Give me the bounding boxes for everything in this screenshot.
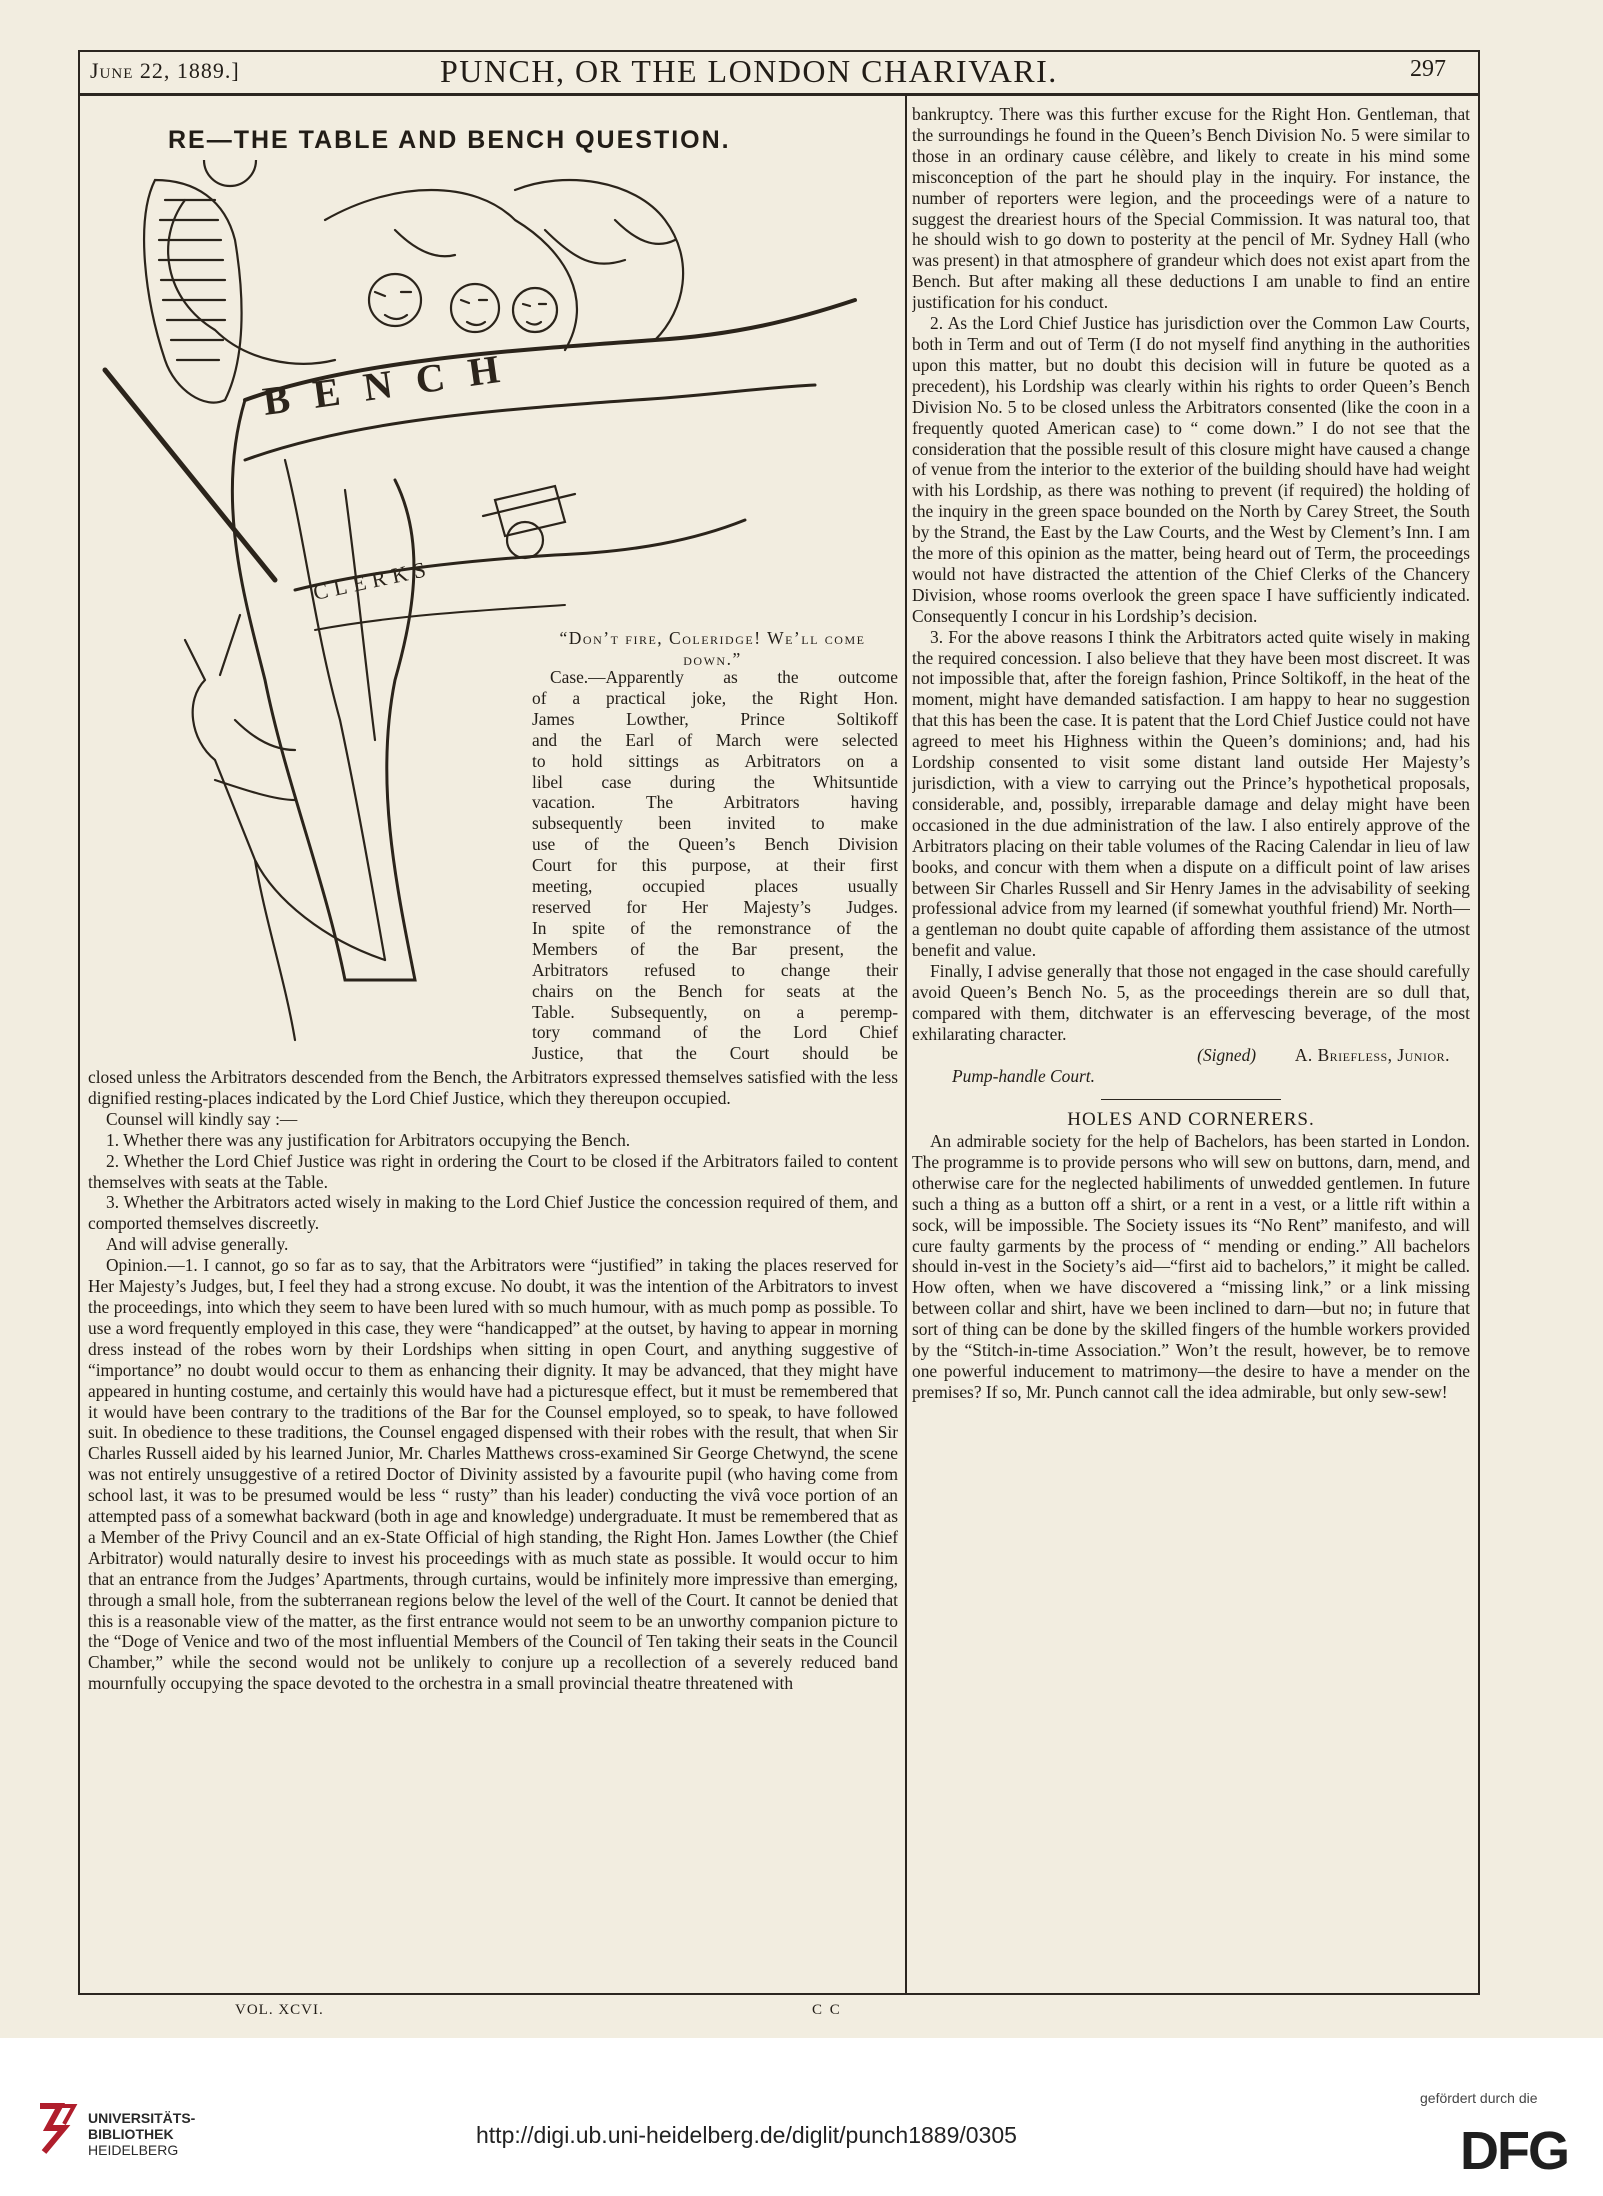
institution-name (88, 2110, 195, 2158)
advise-line: And will advise generally. (106, 1234, 289, 1255)
volume-number: VOL. XCVI. (235, 2002, 324, 2018)
counsel-intro: Counsel will kindly say :— (106, 1108, 298, 1129)
wrap-line: Table. Subsequently, on a peremp- (532, 1001, 898, 1022)
hunter-figure (185, 615, 385, 1040)
bottom-rule (78, 1993, 1480, 1995)
case-wrap-text (532, 667, 898, 1064)
wrap-line: reserved for Her Majesty’s Judges. (532, 896, 898, 917)
wrap-line: James Lowther, Prince Soltikoff (532, 708, 898, 729)
digitization-banner (0, 2038, 1603, 2196)
question-1: 1. Whether there was any justification for Arbitrators occupying the Bench. (106, 1129, 631, 1150)
wrap-line: and the Earl of March were selected (532, 729, 898, 750)
signature-line (912, 1045, 1470, 1066)
foliage (168, 180, 683, 364)
funding-note: gefördert durch die (1420, 2090, 1538, 2106)
issue-date: June 22, 1889.] (90, 58, 240, 83)
cartoon-title: RE—THE TABLE AND BENCH QUESTION. (168, 126, 731, 154)
wrap-line: meeting, occupied places usually (532, 876, 898, 897)
wrap-line: libel case during the Whitsuntide (532, 771, 898, 792)
wrap-line: Members of the Bar present, the (532, 938, 898, 959)
institution-line: HEIDELBERG (88, 2142, 179, 2158)
column-rule (905, 96, 907, 1993)
wrap-line: Justice, that the Court should be (532, 1043, 898, 1064)
opinion-point-2: 2. As the Lord Chief Justice has jurisdiction over the Common Law Courts, both in Term and out of Term (I do not myself find anything in the authorities upon this matter, but no doubt this decision will in future be quoted as a precedent), his Lordship was clearly within his rights to order Queen’s Bench Division No. 5 to be closed unless the Arbitrators consented (like the coon in a frequently quoted American case) to “ come down.” I do not see that the consideration that the possible result of this closure might have caused a change of venue from the interior to the exterior of the building should have had weight with his Lordship, as there was nothing to prevent (if required) the holding of the inquiry in the green space bounded on the North by Carey Street, the South by the Strand, the East by the Law Courts, and the West by Clement’s Inn. I am the more of this opinion as the matter, being heard out of Term, the proceedings would not have distracted the attention of the Chief Clerks of the Chancery Division, whose rooms overlook the green space I have sufficiently indicated. Consequently I concur in his Lordship’s decision. (912, 313, 1470, 626)
masthead-title: PUNCH, OR THE LONDON CHARIVARI. (440, 53, 1058, 89)
holes-and-cornerers-text: An admirable society for the help of Bachelors, has been started in London. The programme is to provide persons who will sew on buttons, darn, mend, and otherwise care for the neglected habiliments of unwedded gentlemen. In future such a thing as a button off a shirt, or a rent in a vest, or a little rift within a sock, will be impossible. The Society issues its “No Rent” manifesto, and will cure faulty garments by the process of “ mending or ending.” All bachelors should in-vest in the Society’s aid—“first aid to bachelors,” it might be called. How often, when we have discovered a “missing link,” or a link missing between collar and shirt, have we been inclined to darn—but no; in future that sort of thing can be done by the skilled fingers of the humble workers provided by the “Stitch-in-time Association.” Won’t the result, however, be to remove one powerful inducement to matrimony—the desire to have a mender on the premises? If so, Mr. Punch cannot call the idea admirable, but only sew-sew! (912, 1131, 1470, 1402)
signature-address: Pump-handle Court. (952, 1065, 1095, 1086)
right-column-body (912, 104, 1470, 1989)
case-continuation: closed unless the Arbitrators descended from the Bench, the Arbitrators expressed themselves satisfied with the less dignified resting-places indicated by the Lord Chief Justice, which they thereupon occupied. (88, 1067, 898, 1108)
question-2: 2. Whether the Lord Chief Justice was right in ordering the Court to be closed if the Arbitrators failed to content themselves with seats at the Table. (88, 1150, 898, 1192)
section-divider (1101, 1099, 1281, 1101)
wrap-line: tory command of the Lord Chief (532, 1022, 898, 1043)
cartoon-caption: “Don’t fire, Coleridge! We’ll come down.” (559, 628, 866, 669)
wrap-line: subsequently been invited to make (532, 813, 898, 834)
judge-wig (144, 180, 241, 403)
wrap-line: vacation. The Arbitrators having (532, 792, 898, 813)
hunter-head (204, 160, 256, 186)
sheet-signature: C C (812, 2002, 842, 2018)
signed-label: (Signed) (1197, 1044, 1257, 1065)
hunting-rifle (105, 370, 275, 580)
right-frame-rule (1478, 50, 1480, 1995)
wrap-line: In spite of the remonstrance of the (532, 917, 898, 938)
section-title: HOLES AND CORNERERS. (1067, 1109, 1315, 1131)
wrap-line: to hold sittings as Arbitrators on a (532, 750, 898, 771)
opinion-continuation: bankruptcy. There was this further excuse for the Right Hon. Gentleman, that the surroundings he found in the Queen’s Bench Division No. 5 were similar to those in an ordinary cause célèbre, and likely to create in his mind some misconception of the part he should play in the inquiry. For instance, the number of reporters were legion, and the proceedings were of a nature to suggest the dreariest hours of the Special Commission. It was natural too, that he should wish to go down to posterity at the pencil of Mr. Sydney Hall (who was present) in that atmosphere of grandeur which does not exist apart from the Bench. But after making all these deductions I am unable to find an entire justification for his conduct. (912, 104, 1470, 313)
institution-line: UNIVERSITÄTS- (88, 2110, 196, 2126)
source-url[interactable]: http://digi.ub.uni-heidelberg.de/diglit/punch1889/0305 (476, 2122, 1017, 2148)
wrap-line: Court for this purpose, at their first (532, 855, 898, 876)
left-frame-rule (78, 50, 80, 1995)
question-3: 3. Whether the Arbitrators acted wisely in making to the Lord Chief Justice the concession required of them, and comported themselves discreetly. (88, 1192, 898, 1234)
clerks-label: CLERKS (310, 555, 434, 605)
wrap-line: of a practical joke, the Right Hon. (532, 687, 898, 708)
wrap-line: chairs on the Bench for seats at the (532, 980, 898, 1001)
wrap-line: Arbitrators refused to change their (532, 959, 898, 980)
opinion-point-3: 3. For the above reasons I think the Arbitrators acted quite wisely in making the required concession. I also believe that they have been most discreet. It was not impossible that, after the foreign fashion, Prince Soltikoff, in the heat of the moment, might have demanded satisfaction. I am happy to hear no suggestion that this has been the case. It is patent that the Lord Chief Justice could not have agreed to meet his Highness within the Queen’s dominions; and, had his Lordship consented to visit some distant land outside Her Majesty’s jurisdiction, with a view to carrying out the Prince’s hypothetical proposals, considerable, and, possibly, irreparable damage and delay might have been occasioned in the due administration of the law. I also entirely approve of the Arbitrators placing on their table volumes of the Racing Calendar in lieu of law books, and concur with them when a dispute on a difficult point of law arises between Sir Charles Russell and Sir Henry James in the advisability of seeking professional advice from my learned (if somewhat youthful friend) Mr. North—a gentleman no doubt quite capable of affording them assistance of the utmost benefit and value. (912, 626, 1470, 961)
opinion-text: Opinion.—1. I cannot, go so far as to say, that the Arbitrators were “justified” in taking the places reserved for Her Majesty’s Judges, but, I feel they had a strong excuse. No doubt, it was the intention of the Arbitrators to invest the proceedings, into which they seem to have been lured with so much humour, with as much pomp as possible. To use a word frequently employed in this case, they were “handicapped” at the outset, by having to appear in morning dress instead of the robes worn by their Lordships when sitting in open Court, and anything suggestive of “importance” no doubt would occur to them as enhancing their dignity. It may be advanced, that they might have appeared in hunting costume, and certainly this would have had a picturesque effect, but it must be remembered that it would have been contrary to the traditions of the Bar for the Counsel employed, so to speak, to have followed suit. In obedience to these traditions, the Counsel engaged dispensed with their robes with the result, that when Sir Charles Russell aided by his learned Junior, Mr. Charles Matthews cross-examined Sir George Chetwynd, the scene was not entirely unsuggestive of a retired Doctor of Divinity assisted by a favourite pupil (who having come from school last, it was to be presumed would be less “ rusty” than his leader) conducting the vivâ voce portion of an attempted pass of a somewhat backward (both in age and knowledge) undergraduate. It must be remembered that as a Member of the Privy Council and an ex-State Official of high standing, the Right Hon. James Lowther (the Chief Arbitrator) would naturally desire to invest his proceedings with as much state as possible. It would occur to him that an entrance from the Judges’ Apartments, through curtains, would be infinitely more impressive than emerging, through a small hole, from the subterranean regions below the level of the well of the Court. It cannot be denied that this is a reasonable view of the matter, as the first entrance would not seem to be an unworthy companion picture to the “Doge of Venice and two of the most influential Members of the Council of Ten taking their seats in the Council Chamber,” while the second would not be unlikely to conjure up a recollection of a severely reduced band mournfully occupying the space devoted to the orchestra in a small provincial theatre threatened with (88, 1255, 898, 1694)
left-column-body (88, 1067, 898, 1987)
top-hat (483, 486, 575, 536)
header-rule (78, 93, 1480, 96)
opinion-finally: Finally, I advise generally that those not engaged in the case should carefully avoid Queen’s Bench No. 5, as the proceedings therein are so dull that, compared with them, ditchwater is an effervescing beverage, of the most exhilarating character. (912, 961, 1470, 1044)
dfg-logo: DFG (1460, 2121, 1568, 2181)
university-logo-icon (36, 2100, 78, 2156)
bench-label: BENCH (259, 342, 526, 424)
top-rule (78, 50, 1480, 52)
wrap-line: Case.—Apparently as the outcome (550, 667, 898, 687)
signed-name: A. Briefless, Junior. (1294, 1044, 1450, 1065)
tree-trunk (232, 400, 415, 980)
page-number: 297 (1410, 56, 1446, 82)
institution-line: BIBLIOTHEK (88, 2126, 174, 2142)
wrap-line: use of the Queen’s Bench Division (532, 834, 898, 855)
